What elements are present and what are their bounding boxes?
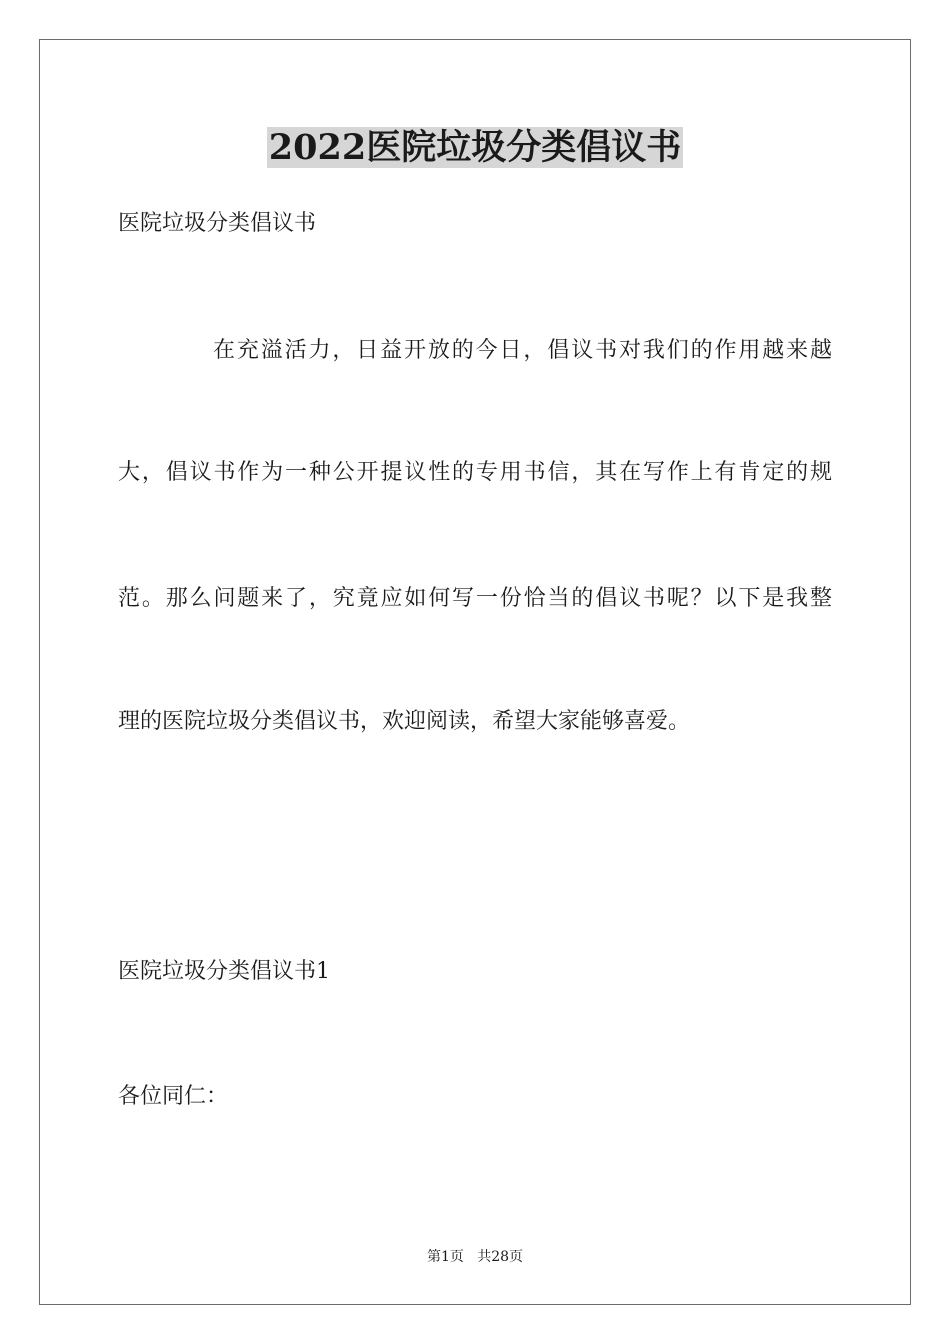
intro-line-1: 在充溢活力，日益开放的今日，倡议书对我们的作用越来越 xyxy=(213,338,832,363)
document-subtitle: 医院垃圾分类倡议书 xyxy=(118,211,317,236)
salutation: 各位同仁： xyxy=(118,1084,229,1109)
document-title-text: 2022医院垃圾分类倡议书 xyxy=(268,127,682,168)
intro-line-2: 大，倡议书作为一种公开提议性的专用书信，其在写作上有肯定的规 xyxy=(118,460,832,485)
intro-line-3: 范。那么问题来了，究竟应如何写一份恰当的倡议书呢？以下是我整 xyxy=(118,586,832,611)
section-heading: 医院垃圾分类倡议书1 xyxy=(118,959,330,984)
page-footer: 第1页 共28页 xyxy=(426,1249,524,1265)
intro-line-4: 理的医院垃圾分类倡议书，欢迎阅读，希望大家能够喜爱。 xyxy=(118,709,691,734)
document-title xyxy=(0,124,950,172)
